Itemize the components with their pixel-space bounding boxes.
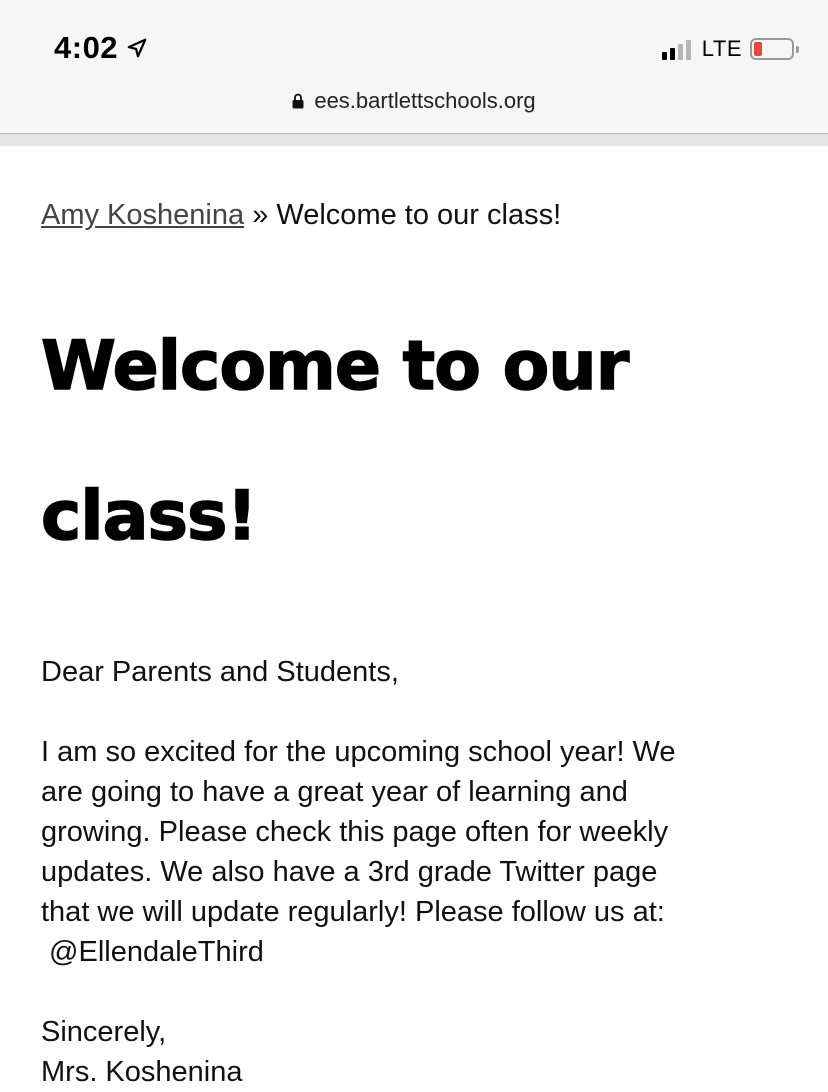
letter-body — [41, 652, 801, 1092]
toolbar-divider — [0, 134, 828, 146]
network-type: LTE — [701, 36, 742, 61]
page-title-line-2: class! — [41, 477, 257, 556]
breadcrumb — [41, 180, 801, 250]
url-text: ees.bartlettschools.org — [314, 88, 536, 113]
letter-greeting: Dear Parents and Students, — [41, 656, 399, 688]
status-indicators — [662, 36, 794, 62]
browser-chrome — [0, 0, 828, 134]
letter-line: that we will update regularly! Please follow us at: — [41, 896, 665, 928]
status-time — [54, 30, 148, 66]
address-bar[interactable] — [0, 88, 828, 114]
twitter-handle: @EllendaleThird — [41, 936, 264, 968]
letter-signature: Mrs. Koshenina — [41, 1056, 243, 1088]
page-title-line-1: Welcome to our — [41, 327, 629, 406]
breadcrumb-separator: » — [252, 199, 269, 231]
letter-closing: Sincerely, — [41, 1016, 167, 1048]
page-content — [41, 180, 801, 1092]
signal-icon — [662, 38, 694, 60]
breadcrumb-current: Welcome to our class! — [276, 199, 562, 231]
breadcrumb-link-home[interactable]: Amy Koshenina — [41, 199, 245, 231]
letter-line: I am so excited for the upcoming school year! We — [41, 736, 676, 768]
letter-line: are going to have a great year of learning and — [41, 776, 628, 808]
battery-icon — [750, 38, 794, 60]
letter-line: updates. We also have a 3rd grade Twitter page — [41, 856, 658, 888]
status-time-text: 4:02 — [54, 30, 119, 65]
page-title — [41, 292, 801, 592]
location-arrow-icon — [126, 37, 148, 59]
lock-icon — [292, 93, 304, 109]
letter-line: growing. Please check this page often for weekly — [41, 816, 669, 848]
